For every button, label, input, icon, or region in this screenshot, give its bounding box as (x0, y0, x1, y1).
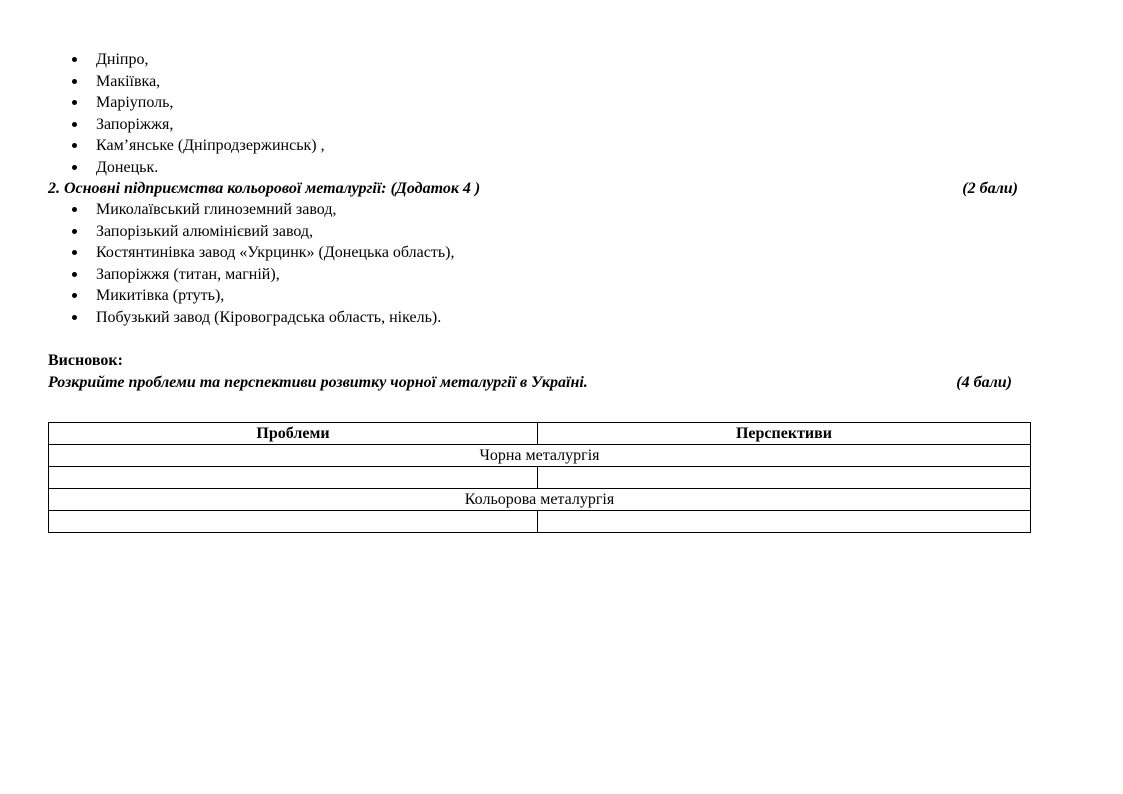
answer-cell-prospects[interactable] (538, 511, 1031, 533)
section-2-title: 2. Основні підприємства кольорової металургії: (Додаток 4 ) (48, 180, 481, 197)
section-nonferrous-metallurgy: Кольорова металургія (49, 489, 1031, 511)
list-item: Макіївка, (48, 71, 325, 93)
section-2-heading (48, 178, 1018, 199)
conclusion-question-text: Розкрийте проблеми та перспективи розвитку чорної металургії в Україні. (48, 374, 588, 391)
list-item: Запорізький алюмінієвий завод, (48, 221, 454, 243)
list-item: Микитівка (ртуть), (48, 285, 454, 307)
answer-cell-problems[interactable] (49, 467, 538, 489)
conclusion-points: (4 бали) (956, 374, 1012, 391)
list-item: Запоріжжя (титан, магній), (48, 264, 454, 286)
section-ferrous-metallurgy: Чорна металургія (49, 445, 1031, 467)
answer-table (48, 422, 1031, 533)
list-item: Запоріжжя, (48, 114, 325, 136)
list-item: Миколаївський глиноземний завод, (48, 199, 454, 221)
nonferrous-enterprises-list (48, 199, 454, 328)
list-item: Костянтинівка завод «Укрцинк» (Донецька область), (48, 242, 454, 264)
table-section-row (49, 489, 1031, 511)
table-row (49, 467, 1031, 489)
list-item: Донецьк. (48, 157, 325, 179)
ferrous-centers-list (48, 49, 325, 178)
answer-cell-prospects[interactable] (538, 467, 1031, 489)
table-section-row (49, 445, 1031, 467)
table-row (49, 511, 1031, 533)
list-item: Маріуполь, (48, 92, 325, 114)
answer-cell-problems[interactable] (49, 511, 538, 533)
conclusion-label: Висновок: (48, 352, 123, 369)
list-item: Кам’янське (Дніпродзержинськ) , (48, 135, 325, 157)
table-header-row (49, 423, 1031, 445)
header-problems: Проблеми (49, 423, 538, 445)
list-item: Дніпро, (48, 49, 325, 71)
conclusion-question (48, 372, 1012, 393)
list-item: Побузький завод (Кіровоградська область, нікель). (48, 307, 454, 329)
section-2-points: (2 бали) (962, 180, 1018, 197)
header-prospects: Перспективи (538, 423, 1031, 445)
